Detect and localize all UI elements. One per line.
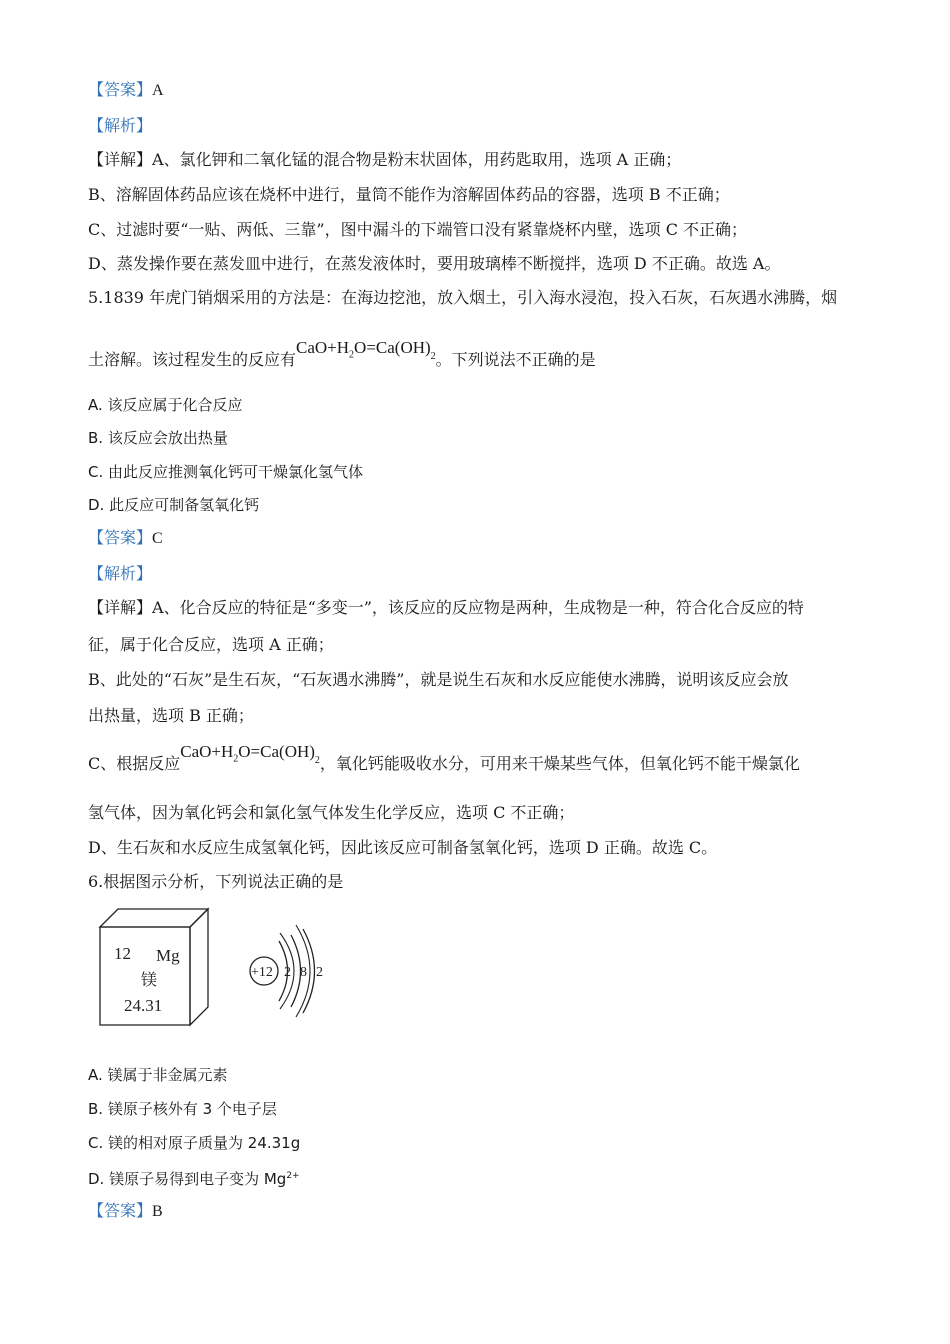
q5-stem-line2 (88, 338, 596, 381)
detail-tag: 【详解】 (88, 598, 153, 617)
detail-text: A、化合反应的特征是“多变一”，该反应的反应物是两种，生成物是一种，符合化合反应的特 (152, 598, 804, 617)
formula-part: O=Ca(OH) (354, 338, 431, 357)
answer-value: A (152, 82, 164, 99)
q5-answer-line (88, 526, 163, 551)
detail-tag: 【详解】 (88, 150, 153, 169)
atomic-mass: 24.31 (124, 996, 163, 1015)
q6-answer-line (88, 1199, 163, 1224)
atomic-number: 12 (114, 944, 131, 963)
analysis-tag: 【解析】 (88, 116, 153, 135)
formula-subscript: 2 (233, 753, 239, 765)
answer-tag: 【答案】 (88, 1201, 153, 1220)
element-symbol: Mg (156, 946, 180, 965)
stem-text-pre: 土溶解。该过程发生的反应有 (88, 350, 297, 369)
q5-detail-c2: 氢气体，因为氧化钙会和氯化氢气体发生化学反应，选项 C 不正确； (88, 803, 575, 822)
element-name: 镁 (141, 970, 158, 989)
formula-subscript: 2 (349, 349, 355, 361)
detail-text: A、氯化钾和二氧化锰的混合物是粉末状固体，用药匙取用，选项 A 正确； (152, 150, 682, 169)
q4-detail-line-b: B、溶解固体药品应该在烧杯中进行，量筒不能作为溶解固体药品的容器，选项 B 不正确； (88, 185, 730, 204)
reaction-formula (296, 338, 436, 362)
detail-text-pre: C、根据反应 (88, 754, 181, 773)
q5-detail-b2: 出热量，选项 B 正确； (88, 706, 254, 725)
detail-text-post: ，氧化钙能吸收水分，可用来干燥某些气体，但氧化钙不能干燥氯化 (319, 754, 800, 773)
nucleus-charge: +12 (251, 965, 273, 980)
q5-option-b: B. 该反应会放出热量 (88, 429, 228, 447)
q5-option-d: D. 此反应可制备氢氧化钙 (88, 496, 260, 514)
q4-detail-line-a (88, 148, 681, 172)
formula-part: CaO+H (296, 338, 350, 357)
answer-tag: 【答案】 (88, 528, 153, 547)
answer-tag: 【答案】 (88, 80, 153, 99)
option-text: D. 镁原子易得到电子变为 Mg (88, 1170, 287, 1188)
ion-charge: 2+ (286, 1171, 300, 1181)
q5-option-c: C. 由此反应推测氧化钙可干燥氯化氢气体 (88, 463, 364, 481)
q5-detail-c1 (88, 742, 800, 785)
formula-part: O=Ca(OH) (238, 742, 315, 761)
q6-option-a: A. 镁属于非金属元素 (88, 1066, 228, 1084)
q4-detail-line-c: C、过滤时要“一贴、两低、三靠”，图中漏斗的下端管口没有紧靠烧杯内壁，选项 C 不正确； (88, 220, 748, 239)
q5-detail-a2: 征，属于化合反应，选项 A 正确； (88, 635, 334, 654)
q4-detail-line-d: D、蒸发操作要在蒸发皿中进行，在蒸发液体时，要用玻璃棒不断搅拌，选项 D 不正确。故选 A。 (88, 254, 781, 273)
q6-option-b: B. 镁原子核外有 3 个电子层 (88, 1100, 277, 1118)
q4-answer-line (88, 78, 164, 103)
reaction-formula (180, 742, 320, 766)
stem-text-post: 。下列说法不正确的是 (435, 350, 596, 369)
q5-detail-b1: B、此处的“石灰”是生石灰，“石灰遇水沸腾”，就是说生石灰和水反应能使水沸腾，说明该反应会放 (88, 670, 789, 689)
q6-option-c: C. 镁的相对原子质量为 24.31g (88, 1134, 301, 1152)
q5-detail-a1 (88, 596, 804, 620)
analysis-tag: 【解析】 (88, 564, 153, 583)
q6-option-d (88, 1164, 300, 1191)
answer-value: C (152, 530, 163, 547)
q5-option-a: A. 该反应属于化合反应 (88, 396, 243, 414)
answer-value: B (152, 1203, 163, 1220)
formula-subscript: 2 (430, 351, 436, 362)
q6-stem: 6.根据图示分析，下列说法正确的是 (88, 872, 344, 891)
shell-electrons-2: 8 (300, 965, 307, 980)
q5-stem-line1: 5.1839 年虎门销烟采用的方法是：在海边挖池，放入烟土，引入海水浸泡，投入石灰，石灰遇水沸腾，烟 (88, 288, 838, 307)
formula-subscript: 2 (314, 755, 320, 766)
formula-part: CaO+H (180, 742, 234, 761)
atom-structure-diagram (250, 925, 323, 1017)
q5-detail-d: D、生石灰和水反应生成氢氧化钙，因此该反应可制备氢氧化钙，选项 D 正确。故选 C。 (88, 838, 718, 857)
magnesium-figure (96, 905, 346, 1030)
shell-electrons-3: 2 (316, 965, 323, 980)
shell-electrons-1: 2 (284, 965, 291, 980)
